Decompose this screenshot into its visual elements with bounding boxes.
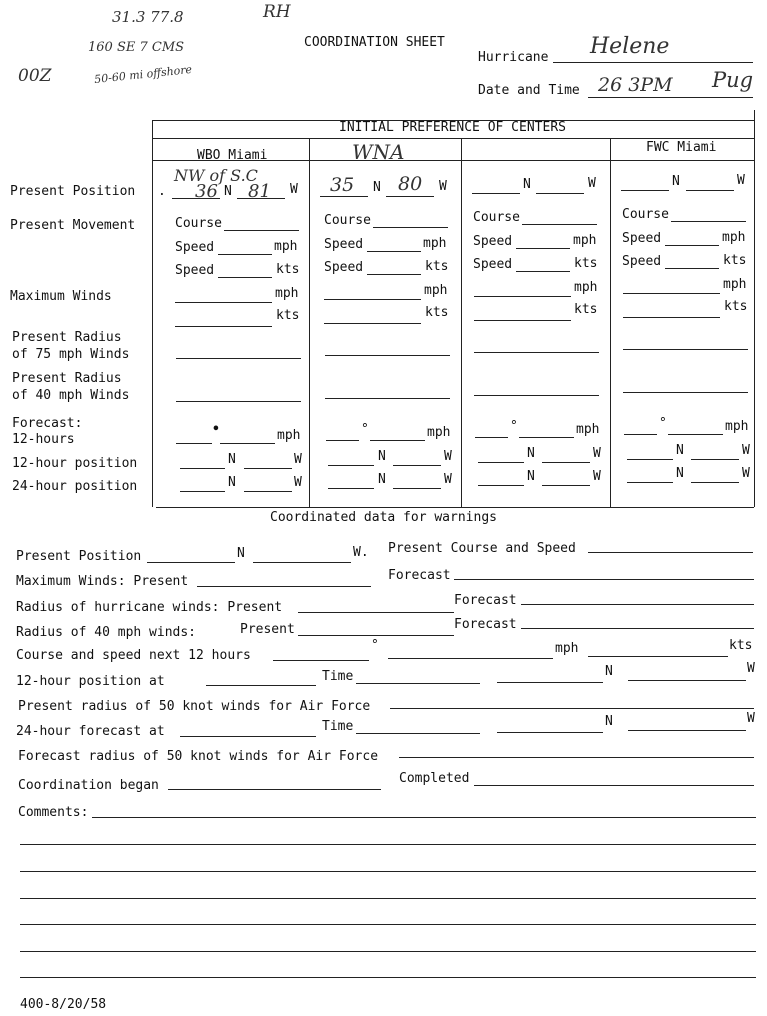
- page-title: COORDINATION SHEET: [304, 35, 445, 50]
- row-radius40-line2: of 40 mph Winds: [12, 388, 130, 403]
- row-24hr-position: 24-hour position: [12, 479, 138, 494]
- hand-note-distance: 160 SE 7 CMS: [88, 40, 185, 55]
- row-forecast-line1: Forecast:: [12, 416, 83, 431]
- hurricane-label: Hurricane: [478, 50, 549, 65]
- wna-latitude: 35: [330, 174, 355, 196]
- datetime-label: Date and Time: [478, 83, 580, 98]
- coordinated-heading: Coordinated data for warnings: [270, 510, 497, 525]
- row-maximum-winds: Maximum Winds: [10, 289, 112, 304]
- row-12hr-position: 12-hour position: [12, 456, 138, 471]
- row-present-position: Present Position: [10, 184, 136, 199]
- column-wbo-miami: WBO Miami: [197, 148, 268, 163]
- row-radius75-line1: Present Radius: [12, 330, 122, 345]
- hand-note-coords: 31.3 77.8: [112, 8, 184, 26]
- datetime-value: 26 3PM: [598, 74, 673, 96]
- column-fwc-miami: FWC Miami: [646, 140, 717, 155]
- hand-note-initials: RH: [263, 2, 291, 22]
- wna-longitude: 80: [398, 173, 423, 195]
- row-forecast-line2: 12-hours: [12, 432, 75, 447]
- datetime-initials: Pug: [712, 68, 754, 92]
- row-radius40-line1: Present Radius: [12, 371, 122, 386]
- hand-note-time: 00Z: [18, 66, 52, 86]
- hurricane-field-line: [553, 62, 753, 63]
- hand-note-offshore: 50-60 mi offshore: [93, 62, 193, 87]
- datetime-field-line: [588, 97, 753, 98]
- table-title: INITIAL PREFERENCE OF CENTERS: [339, 120, 566, 135]
- hurricane-value: Helene: [590, 34, 670, 59]
- row-radius75-line2: of 75 mph Winds: [12, 347, 130, 362]
- wbo-hand-note: NW of S.C: [174, 166, 258, 185]
- wbo-longitude: 81: [248, 181, 271, 202]
- row-present-movement: Present Movement: [10, 218, 136, 233]
- form-number: 400-8/20/58: [20, 997, 107, 1012]
- wbo-latitude: 36: [195, 181, 218, 202]
- column-wna: WNA: [352, 140, 405, 164]
